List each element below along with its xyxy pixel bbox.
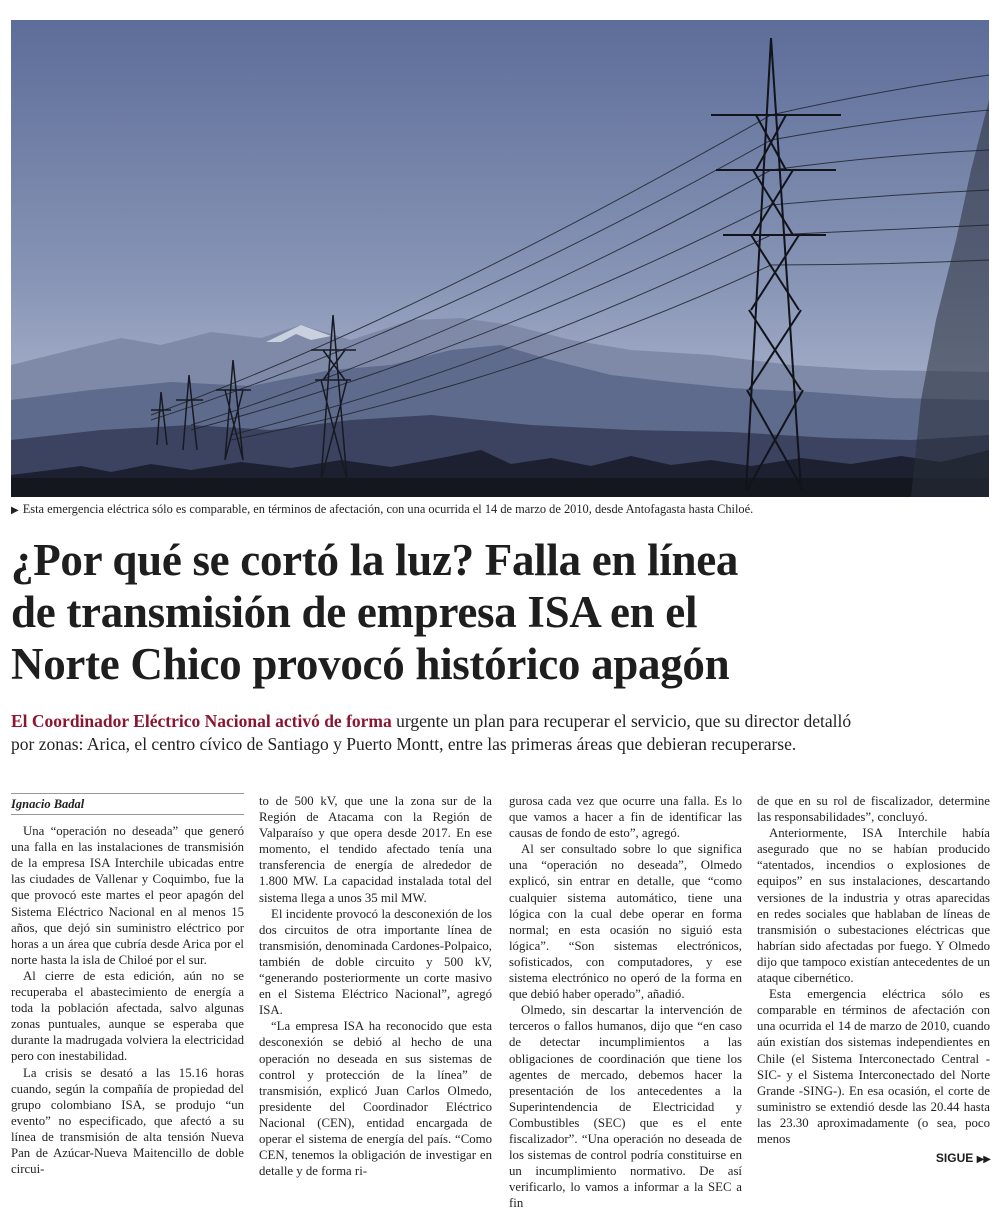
article-column-3 (509, 793, 742, 1211)
paragraph: to de 500 kV, que une la zona sur de la Región de Atacama con la Región de Valparaíso y que opera desde 2017. En ese momento, el tendido afectado tenía una transferencia de energía de alrededor de 1.800 MW. La capacidad instalada total del sistema llega a unos 35 mil MW. (259, 794, 492, 905)
paragraph: “La empresa ISA ha reconocido que esta desconexión se debió al hecho de una operación no deseada en sus sistemas de control y protección de la línea” de transmisión, explicó Juan Carlos Olmedo, presidente del Coordinador Eléctrico Nacional (CEN), entidad encargada de operar el sistema de energía del país. “Como CEN, tenemos la obligación de investigar en detalle y de forma ri- (259, 1019, 492, 1179)
paragraph: Una “operación no deseada” que generó una falla en las instalaciones de transmisión de la empresa ISA Interchile ubicadas entre las ciudades de Vallenar y Coquimbo, fue la que provocó este martes el peor apagón del Sistema Eléctrico Nacional en al menos 15 años, que dejó sin suministro eléctrico por horas a un área que cubría desde Arica por el norte hasta la isla de Chiloé por el sur. (11, 824, 244, 967)
byline: Ignacio Badal (11, 793, 244, 815)
caption-text: Esta emergencia eléctrica sólo es comparable, en términos de afectación, con una ocurrida el 14 de marzo de 2010, desde Antofagasta hasta Chiloé. (22, 502, 754, 516)
caption-arrow-icon: ▶ (11, 505, 19, 516)
headline (11, 534, 991, 690)
paragraph: Al cierre de esta edición, aún no se recuperaba el abastecimiento de energía a toda la población afectada, salvo algunas zonas puntuales, aunque se esperaba que durante la madrugada volviera la electricidad pero con inestabilidad. (11, 968, 244, 1064)
lead-text-1: urgente un plan para recuperar el servicio, que su director detalló (391, 711, 852, 731)
continue-marker (936, 1151, 990, 1165)
paragraph: Esta emergencia eléctrica sólo es comparable en términos de afectación con una ocurrida el 14 de marzo de 2010, cuando aún existían dos sistemas independientes en Chile (el Sistema Interconectado Central -SIC- y el Sistema Interconectado del Norte Grande -SING-). En esa ocasión, el corte de suministro se extendió desde las 20.44 hasta las 23.30 aproximadamente (o sea, poco menos (757, 987, 990, 1146)
paragraph: Olmedo, sin descartar la intervención de terceros o fallos humanos, dijo que “en caso de detectar incumplimientos a las obligaciones de coordinación que tiene los agentes de mercado, debemos hacer la presentación de los antecedentes a la Superintendencia de Electricidad y Combustibles (SEC) que es el ente fiscalizador”. “Una operación no deseada de los sistemas de control podría constituirse en un incumplimiento normativo. De así verificarlo, lo vamos a informar a la SEC a fin (509, 1003, 742, 1211)
headline-line-2: de transmisión de empresa ISA en el (11, 587, 698, 637)
paragraph: La crisis se desató a las 15.16 horas cuando, según la compañía de propiedad del grupo colombiano ISA, se produjo “un evento” no especificado, que afectó a su línea de transmisión de alta tensión Nueva Pan de Azúcar-Nueva Maitencillo de doble circui- (11, 1065, 244, 1177)
lead-text-2: por zonas: Arica, el centro cívico de Santiago y Puerto Montt, entre las primeras áreas que debieran recuperarse. (11, 734, 797, 754)
paragraph: El incidente provocó la desconexión de los dos circuitos de otra importante línea de transmisión, denominada Cardones-Polpaico, también de doble circuito y 500 kV, “generando posteriormente un corte masivo en el Sistema Eléctrico Nacional”, agregó ISA. (259, 906, 492, 1018)
paragraph: Anteriormente, ISA Interchile había asegurado que no se habían producido “atentados, incendios o explosiones de equipos” en sus instalaciones, descartando versiones de la industria y otras aparecidas en redes sociales que hablaban de líneas de transmisión o subestaciones eléctricas que habrían sido afectadas por fuego. Y Olmedo dijo que tampoco existían antecedentes de un ataque cibernético. (757, 826, 990, 986)
paragraph: de que en su rol de fiscalizador, determine las responsabilidades”, concluyó. (757, 794, 990, 825)
article-photo (11, 20, 989, 497)
article-column-2 (259, 793, 492, 1179)
lead-highlight: El Coordinador Eléctrico Nacional activó de forma (11, 711, 392, 731)
headline-line-1: ¿Por qué se cortó la luz? Falla en línea (11, 535, 739, 585)
continue-label: SIGUE (935, 1151, 974, 1165)
paragraph: gurosa cada vez que ocurre una falla. Es lo que vamos a hacer a fin de identificar las causas de fondo de esto”, agregó. (509, 794, 742, 841)
headline-line-3: Norte Chico provocó histórico apagón (11, 639, 730, 689)
article-column-4 (757, 793, 990, 1163)
paragraph: Al ser consultado sobre lo que significa una “operación no deseada”, Olmedo explicó, sin entrar en detalle, que “como cualquier sistema automático, tiene una lógica con la cual debe operar en forma normal; en esta ocasión no siguió esta lógica”. “Son sistemas electrónicos, sofisticados, con computadores, y ese sistema electrónico no operó de la forma en que debió haber operado”, añadió. (509, 842, 742, 1002)
double-arrow-icon: ▶▶ (976, 1154, 990, 1165)
article-column-1 (11, 793, 244, 1177)
photo-caption (11, 502, 991, 517)
lead-paragraph (11, 710, 991, 756)
